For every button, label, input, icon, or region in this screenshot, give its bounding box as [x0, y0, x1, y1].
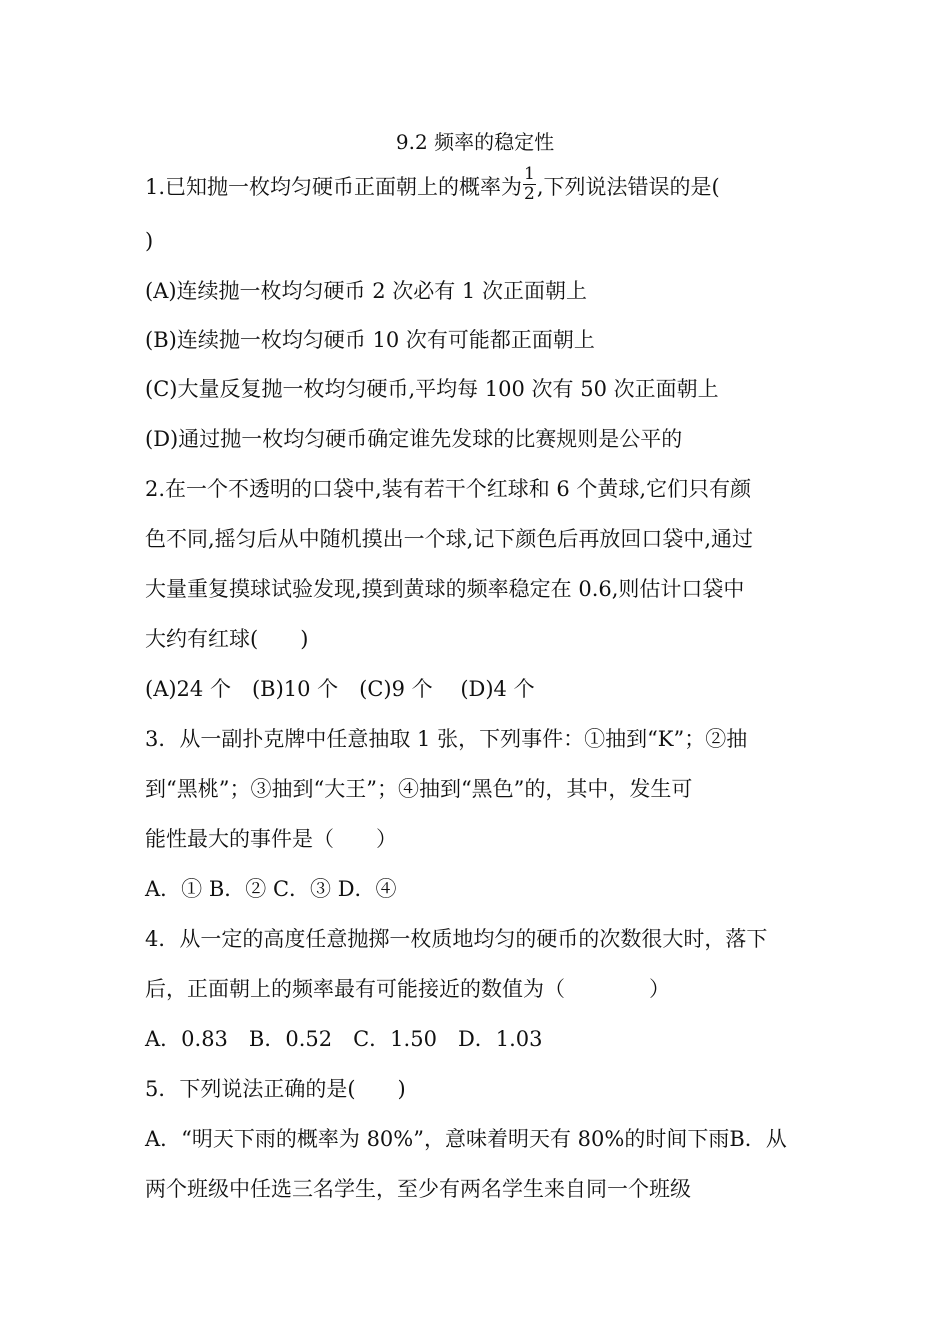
fraction-numerator: 1 [524, 164, 535, 184]
question-1-option-c: (C)大量反复抛一枚均匀硬币,平均每 100 次有 50 次正面朝上 [145, 377, 719, 401]
question-3-line-3: 能性最大的事件是（ ） [145, 827, 397, 851]
question-2-line-3: 大量重复摸球试验发现,摸到黄球的频率稳定在 0.6,则估计口袋中 [145, 577, 745, 601]
question-1-stem-close: ) [145, 229, 154, 253]
question-2-line-2: 色不同,摇匀后从中随机摸出一个球,记下颜色后再放回口袋中,通过 [145, 527, 754, 551]
question-2-line-1: 2.在一个不透明的口袋中,装有若干个红球和 6 个黄球,它们只有颜 [145, 477, 752, 501]
question-2-line-4: 大约有红球( ) [145, 627, 309, 651]
question-5-line-1: 5．下列说法正确的是( ) [145, 1077, 406, 1101]
question-4-line-2: 后，正面朝上的频率最有可能接近的数值为（ ） [145, 977, 670, 1001]
question-1-option-d: (D)通过抛一枚均匀硬币确定谁先发球的比赛规则是公平的 [145, 427, 683, 451]
fraction-denominator: 2 [524, 184, 535, 204]
question-3-options: A．① B．② C．③ D．④ [145, 877, 397, 901]
question-4-options: A．0.83 B．0.52 C．1.50 D．1.03 [145, 1027, 543, 1051]
question-3-line-2: 到“黑桃”；③抽到“大王”；④抽到“黑色”的，其中，发生可 [145, 777, 693, 801]
question-1-option-a: (A)连续抛一枚均匀硬币 2 次必有 1 次正面朝上 [145, 279, 587, 303]
question-5-line-3: 两个班级中任选三名学生，至少有两名学生来自同一个班级 [145, 1177, 691, 1201]
question-5-line-2: A．“明天下雨的概率为 80%”，意味着明天有 80%的时间下雨B．从 [145, 1127, 787, 1151]
question-1-stem-tail: ,下列说法错误的是( [536, 175, 720, 199]
page-title: 9.2 频率的稳定性 [395, 130, 555, 154]
question-1-stem-text: 1.已知抛一枚均匀硬币正面朝上的概率为 [145, 175, 523, 199]
question-4-line-1: 4．从一定的高度任意抛掷一枚质地均匀的硬币的次数很大时，落下 [145, 927, 768, 951]
question-2-options: (A)24 个 (B)10 个 (C)9 个 (D)4 个 [145, 677, 535, 701]
question-1-option-b: (B)连续抛一枚均匀硬币 10 次有可能都正面朝上 [145, 328, 595, 352]
fraction-one-half [523, 166, 536, 203]
question-3-line-1: 3．从一副扑克牌中任意抽取 1 张，下列事件：①抽到“K”；②抽 [145, 727, 748, 751]
question-1-stem [145, 164, 825, 207]
